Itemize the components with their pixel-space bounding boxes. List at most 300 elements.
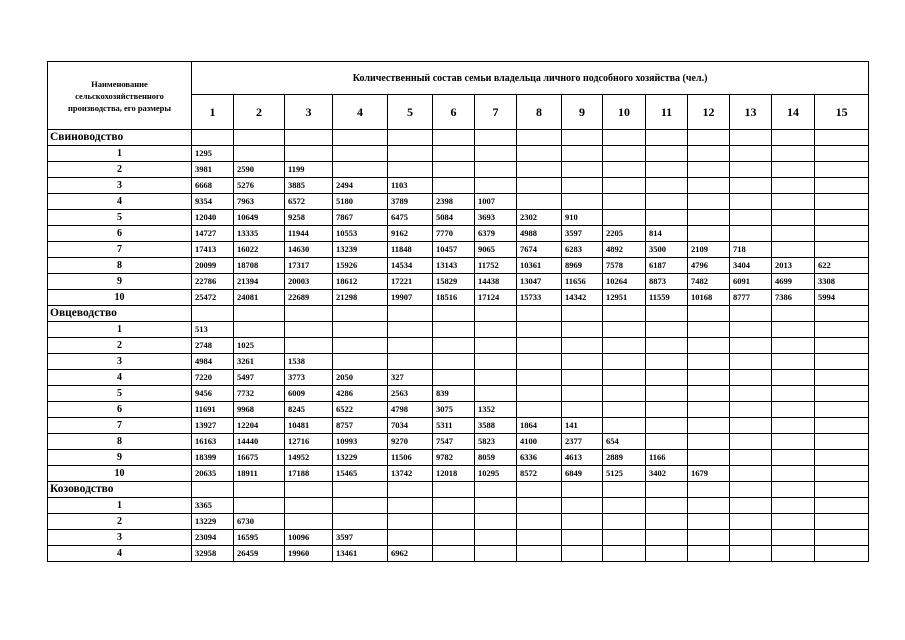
table-cell: 22786 <box>192 274 234 290</box>
table-cell <box>234 306 285 322</box>
table-cell: 10553 <box>333 226 388 242</box>
table-cell <box>730 226 772 242</box>
table-cell: 15733 <box>517 290 562 306</box>
table-cell <box>562 498 603 514</box>
table-row <box>48 546 869 562</box>
table-cell: 20003 <box>285 274 333 290</box>
table-cell <box>688 530 730 546</box>
table-cell <box>333 514 388 530</box>
table-cell: 4699 <box>772 274 815 290</box>
table-cell: 9782 <box>433 450 475 466</box>
table-cell <box>333 146 388 162</box>
column-header: 7 <box>475 95 517 130</box>
table-cell: 11848 <box>388 242 433 258</box>
table-cell: 1166 <box>646 450 688 466</box>
table-cell: 13335 <box>234 226 285 242</box>
table-cell: 1352 <box>475 402 517 418</box>
table-cell <box>603 162 646 178</box>
table-cell <box>730 546 772 562</box>
table-cell <box>603 482 646 498</box>
table-cell: 327 <box>388 370 433 386</box>
table-cell <box>388 306 433 322</box>
table-cell <box>730 402 772 418</box>
table-cell <box>730 322 772 338</box>
table-row <box>48 530 869 546</box>
table-cell: 2590 <box>234 162 285 178</box>
table-row <box>48 338 869 354</box>
row-size-label: 7 <box>48 418 192 434</box>
table-cell <box>772 354 815 370</box>
table-cell <box>772 306 815 322</box>
table-cell <box>688 418 730 434</box>
table-cell <box>646 210 688 226</box>
table-cell <box>646 418 688 434</box>
table-cell: 12716 <box>285 434 333 450</box>
table-cell <box>815 322 869 338</box>
table-cell <box>815 354 869 370</box>
table-cell: 13229 <box>333 450 388 466</box>
table-cell <box>562 130 603 146</box>
table-cell: 3075 <box>433 402 475 418</box>
table-cell <box>285 306 333 322</box>
table-cell: 3693 <box>475 210 517 226</box>
table-cell: 1679 <box>688 466 730 482</box>
table-cell <box>815 306 869 322</box>
table-cell <box>646 306 688 322</box>
table-cell <box>333 322 388 338</box>
table-cell <box>815 514 869 530</box>
table-cell <box>388 530 433 546</box>
table-cell: 17124 <box>475 290 517 306</box>
row-size-label: 6 <box>48 402 192 418</box>
table-cell <box>562 322 603 338</box>
table-row <box>48 226 869 242</box>
table-cell: 11752 <box>475 258 517 274</box>
table-cell <box>730 370 772 386</box>
table-row <box>48 418 869 434</box>
table-row <box>48 370 869 386</box>
table-cell: 32958 <box>192 546 234 562</box>
table-cell <box>603 498 646 514</box>
table-cell: 513 <box>192 322 234 338</box>
table-cell <box>433 354 475 370</box>
table-cell <box>688 386 730 402</box>
table-cell <box>815 498 869 514</box>
table-cell <box>234 482 285 498</box>
table-cell: 3588 <box>475 418 517 434</box>
table-cell <box>475 146 517 162</box>
column-header: 11 <box>646 95 688 130</box>
table-cell <box>388 162 433 178</box>
table-cell <box>475 546 517 562</box>
table-cell <box>562 162 603 178</box>
table-row <box>48 434 869 450</box>
table-cell: 1199 <box>285 162 333 178</box>
table-cell <box>603 322 646 338</box>
table-cell <box>815 530 869 546</box>
table-cell: 6336 <box>517 450 562 466</box>
table-cell <box>772 338 815 354</box>
table-cell: 2013 <box>772 258 815 274</box>
table-cell: 13461 <box>333 546 388 562</box>
table-cell <box>517 178 562 194</box>
table-cell <box>603 194 646 210</box>
table-cell: 26459 <box>234 546 285 562</box>
table-cell <box>285 498 333 514</box>
row-size-label: 10 <box>48 290 192 306</box>
table-cell <box>562 194 603 210</box>
table-cell <box>815 546 869 562</box>
table-cell <box>603 130 646 146</box>
table-cell: 9258 <box>285 210 333 226</box>
table-cell: 19960 <box>285 546 333 562</box>
table-cell: 6730 <box>234 514 285 530</box>
table-cell <box>517 130 562 146</box>
table-cell <box>517 338 562 354</box>
table-cell <box>433 370 475 386</box>
table-cell: 5084 <box>433 210 475 226</box>
table-cell <box>646 370 688 386</box>
table-cell <box>388 514 433 530</box>
table-cell <box>772 370 815 386</box>
table-cell: 11506 <box>388 450 433 466</box>
table-cell <box>815 210 869 226</box>
table-cell <box>688 194 730 210</box>
table-cell: 19907 <box>388 290 433 306</box>
table-cell <box>285 482 333 498</box>
table-cell: 4613 <box>562 450 603 466</box>
table-cell <box>688 338 730 354</box>
table-cell <box>646 146 688 162</box>
table-cell: 9162 <box>388 226 433 242</box>
table-cell: 3261 <box>234 354 285 370</box>
row-size-label: 1 <box>48 322 192 338</box>
table-row <box>48 242 869 258</box>
table-row <box>48 178 869 194</box>
table-cell <box>285 322 333 338</box>
table-cell <box>475 354 517 370</box>
table-cell: 9354 <box>192 194 234 210</box>
column-header: 12 <box>688 95 730 130</box>
table-cell: 18708 <box>234 258 285 274</box>
table-cell <box>688 178 730 194</box>
table-cell <box>730 146 772 162</box>
table-cell: 7482 <box>688 274 730 290</box>
table-cell: 10168 <box>688 290 730 306</box>
table-cell <box>388 146 433 162</box>
column-header: 14 <box>772 95 815 130</box>
table-cell <box>815 450 869 466</box>
table-cell: 2748 <box>192 338 234 354</box>
row-size-label: 4 <box>48 370 192 386</box>
table-cell <box>646 514 688 530</box>
table-cell <box>730 498 772 514</box>
table-cell <box>475 530 517 546</box>
row-size-label: 10 <box>48 466 192 482</box>
table-cell <box>475 370 517 386</box>
table-cell <box>603 146 646 162</box>
table-cell: 3789 <box>388 194 433 210</box>
table-cell <box>688 130 730 146</box>
table-cell: 6668 <box>192 178 234 194</box>
table-cell: 6091 <box>730 274 772 290</box>
table-cell <box>772 322 815 338</box>
table-cell: 6849 <box>562 466 603 482</box>
table-cell <box>646 130 688 146</box>
table-cell <box>646 162 688 178</box>
table-cell <box>646 498 688 514</box>
table-cell <box>730 418 772 434</box>
table-cell <box>285 130 333 146</box>
table-cell <box>772 466 815 482</box>
table-cell: 7674 <box>517 242 562 258</box>
table-cell: 11944 <box>285 226 333 242</box>
table-cell: 6522 <box>333 402 388 418</box>
table-cell: 2302 <box>517 210 562 226</box>
table-cell <box>730 306 772 322</box>
household-size-table <box>47 61 869 562</box>
table-cell <box>475 338 517 354</box>
table-cell <box>772 146 815 162</box>
table-cell <box>562 370 603 386</box>
table-cell: 10481 <box>285 418 333 434</box>
table-cell <box>730 354 772 370</box>
table-row <box>48 386 869 402</box>
table-row <box>48 258 869 274</box>
table-cell <box>688 226 730 242</box>
table-cell <box>388 338 433 354</box>
table-cell <box>688 370 730 386</box>
table-cell <box>772 498 815 514</box>
table-cell <box>562 306 603 322</box>
table-cell: 5180 <box>333 194 388 210</box>
row-size-label: 2 <box>48 162 192 178</box>
table-cell <box>388 482 433 498</box>
table-cell: 10993 <box>333 434 388 450</box>
table-cell <box>815 146 869 162</box>
table-cell <box>433 338 475 354</box>
table-cell: 9968 <box>234 402 285 418</box>
table-cell <box>433 546 475 562</box>
table-cell <box>333 498 388 514</box>
table-cell <box>333 162 388 178</box>
table-cell <box>646 354 688 370</box>
table-cell <box>815 178 869 194</box>
table-cell: 14438 <box>475 274 517 290</box>
table-cell: 16675 <box>234 450 285 466</box>
table-row <box>48 466 869 482</box>
table-cell <box>603 354 646 370</box>
table-cell: 8873 <box>646 274 688 290</box>
table-cell <box>603 370 646 386</box>
table-cell <box>603 338 646 354</box>
table-cell <box>562 402 603 418</box>
table-cell: 9456 <box>192 386 234 402</box>
table-cell: 20635 <box>192 466 234 482</box>
table-row <box>48 274 869 290</box>
table-cell: 2563 <box>388 386 433 402</box>
table-cell: 7867 <box>333 210 388 226</box>
table-cell <box>688 450 730 466</box>
table-cell: 622 <box>815 258 869 274</box>
table-cell: 10295 <box>475 466 517 482</box>
table-cell <box>772 130 815 146</box>
table-row <box>48 354 869 370</box>
table-cell <box>646 178 688 194</box>
table-cell <box>772 482 815 498</box>
table-cell: 3308 <box>815 274 869 290</box>
table-cell <box>603 386 646 402</box>
table-cell: 1025 <box>234 338 285 354</box>
table-cell: 3981 <box>192 162 234 178</box>
table-cell <box>562 482 603 498</box>
table-cell: 3365 <box>192 498 234 514</box>
table-cell <box>730 530 772 546</box>
table-cell: 8245 <box>285 402 333 418</box>
table-cell: 6572 <box>285 194 333 210</box>
table-cell: 2050 <box>333 370 388 386</box>
table-cell <box>815 194 869 210</box>
table-cell <box>688 546 730 562</box>
table-cell: 25472 <box>192 290 234 306</box>
table-cell <box>517 402 562 418</box>
table-cell: 3597 <box>333 530 388 546</box>
table-cell: 15465 <box>333 466 388 482</box>
table-cell: 7578 <box>603 258 646 274</box>
table-cell <box>192 130 234 146</box>
table-cell: 14952 <box>285 450 333 466</box>
table-row <box>48 194 869 210</box>
table-cell <box>192 306 234 322</box>
table-cell: 23094 <box>192 530 234 546</box>
table-cell: 9270 <box>388 434 433 450</box>
table-cell: 8059 <box>475 450 517 466</box>
table-cell <box>815 130 869 146</box>
table-cell: 5994 <box>815 290 869 306</box>
table-cell: 13143 <box>433 258 475 274</box>
table-cell <box>433 146 475 162</box>
table-cell: 15829 <box>433 274 475 290</box>
column-header: 1 <box>192 95 234 130</box>
table-cell <box>688 402 730 418</box>
table-cell <box>562 178 603 194</box>
table-cell: 4100 <box>517 434 562 450</box>
table-cell: 1295 <box>192 146 234 162</box>
table-cell <box>388 130 433 146</box>
table-cell: 12951 <box>603 290 646 306</box>
table-cell <box>815 466 869 482</box>
table-cell <box>517 306 562 322</box>
table-cell: 7034 <box>388 418 433 434</box>
table-cell <box>333 482 388 498</box>
table-cell: 4984 <box>192 354 234 370</box>
table-cell <box>475 498 517 514</box>
table-cell <box>603 514 646 530</box>
table-cell <box>730 210 772 226</box>
table-cell <box>815 242 869 258</box>
table-cell: 12040 <box>192 210 234 226</box>
table-cell: 6475 <box>388 210 433 226</box>
column-header: 15 <box>815 95 869 130</box>
table-cell <box>730 194 772 210</box>
table-cell <box>285 338 333 354</box>
table-cell <box>772 162 815 178</box>
table-cell: 12204 <box>234 418 285 434</box>
table-cell <box>333 130 388 146</box>
row-size-label: 9 <box>48 274 192 290</box>
table-cell <box>772 210 815 226</box>
table-cell <box>688 146 730 162</box>
column-header: 9 <box>562 95 603 130</box>
table-cell: 6187 <box>646 258 688 274</box>
table-cell: 1103 <box>388 178 433 194</box>
table-cell <box>433 162 475 178</box>
section-row <box>48 306 869 322</box>
column-header: 13 <box>730 95 772 130</box>
table-cell <box>475 162 517 178</box>
table-cell <box>388 354 433 370</box>
table-cell: 10096 <box>285 530 333 546</box>
table-cell <box>475 482 517 498</box>
row-size-label: 6 <box>48 226 192 242</box>
table-cell <box>562 530 603 546</box>
section-row <box>48 130 869 146</box>
table-cell: 18516 <box>433 290 475 306</box>
row-size-label: 5 <box>48 386 192 402</box>
row-size-label: 5 <box>48 210 192 226</box>
table-cell: 13927 <box>192 418 234 434</box>
table-cell: 4988 <box>517 226 562 242</box>
column-header: 4 <box>333 95 388 130</box>
corner-header: Наименование сельскохозяйственного производства, его размеры <box>48 62 192 130</box>
table-cell <box>475 130 517 146</box>
table-cell <box>688 482 730 498</box>
table-cell <box>475 178 517 194</box>
table-cell: 18399 <box>192 450 234 466</box>
table-cell: 5823 <box>475 434 517 450</box>
table-cell <box>234 130 285 146</box>
table-cell <box>772 386 815 402</box>
table-cell <box>730 482 772 498</box>
table-cell <box>772 402 815 418</box>
row-size-label: 3 <box>48 530 192 546</box>
table-cell: 5276 <box>234 178 285 194</box>
table-cell <box>603 210 646 226</box>
section-row <box>48 482 869 498</box>
table-row <box>48 514 869 530</box>
table-cell <box>433 498 475 514</box>
table-cell: 13047 <box>517 274 562 290</box>
table-cell: 7220 <box>192 370 234 386</box>
table-cell: 1538 <box>285 354 333 370</box>
table-cell <box>772 418 815 434</box>
table-row <box>48 322 869 338</box>
table-cell: 3402 <box>646 466 688 482</box>
table-cell: 11691 <box>192 402 234 418</box>
table-cell <box>730 434 772 450</box>
table-cell <box>815 162 869 178</box>
table-cell: 4798 <box>388 402 433 418</box>
table-cell: 5311 <box>433 418 475 434</box>
table-cell <box>603 530 646 546</box>
table-cell <box>517 386 562 402</box>
table-cell <box>433 130 475 146</box>
table-cell <box>646 402 688 418</box>
table-cell <box>517 514 562 530</box>
column-header: 2 <box>234 95 285 130</box>
table-cell <box>772 450 815 466</box>
table-cell: 17188 <box>285 466 333 482</box>
